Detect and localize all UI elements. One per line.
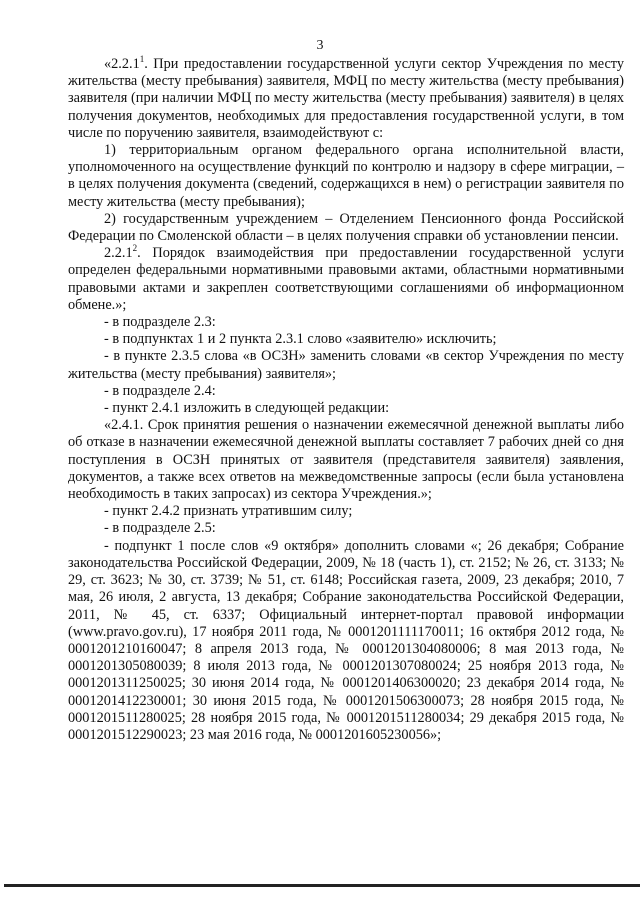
page-number: 3 [316, 38, 324, 53]
document-body [68, 56, 624, 744]
paragraph-2-2-1-2: 2.2.1$^2$. Порядок взаимодействия при предоставлении государственной услуги определен федеральными нормативными правовыми актами, областными нормативными правовыми актами и закреплен соответствующими соглашениями об информационном обмене.»; [68, 243, 624, 313]
paragraph-2-2-1-1: «2.2.1$^1$. При предоставлении государственной услуги сектор Учреждения по месту жительства (месту пребывания) заявителя, МФЦ по месту жительства (месту пребывания) заявителя (при наличии МФЦ по месту жительства (месту пребывания) заявителя) в целях получения документов, необходимых для предоставления государственной услуги, в том числе по поручению заявителя, взаимодействуют с: [68, 54, 624, 141]
paragraph-2-4-1-text: «2.4.1. Срок принятия решения о назначении ежемесячной денежной выплаты либо об отказе в назначении ежемесячной денежной выплаты составляет 7 рабочих дней со дня поступления в ОСЗН принятых от заявителя (представителя заявителя) заявления, документов, а также всех ответов на межведомственные запросы (если была установлена необходимость в таких запросах) из сектора Учреждения.»; [68, 417, 624, 503]
paragraph-item-1: 1) территориальным органом федерального органа исполнительной власти, уполномоченного на осуществление функций по контролю и надзору в сфере миграции, – в целях получения документа (сведений, содержащихся в нем) о регистрации заявителя по месту жительства (месту пребывания); [68, 142, 624, 210]
paragraph-item-2: 2) государственным учреждением – Отделением Пенсионного фонда Российской Федерации по Смоленской области – в целях получения справки об установлении пенсии. [68, 210, 624, 245]
bottom-divider [4, 884, 640, 887]
paragraph-2-3-5-change: - в пункте 2.3.5 слова «в ОСЗН» заменить словами «в сектор Учреждения по месту жительства (месту пребывания) заявителя»; [68, 348, 624, 382]
paragraph-subsection-2-5: - в подразделе 2.5: [104, 520, 216, 537]
paragraph-subsection-2-3: - в подразделе 2.3: [104, 314, 216, 331]
paragraph-2-4-1-intro: - пункт 2.4.1 изложить в следующей редакции: [104, 400, 390, 417]
paragraph-subsection-2-4: - в подразделе 2.4: [104, 382, 216, 399]
paragraph-subpoint-1-addition: - подпункт 1 после слов «9 октября» дополнить словами «; 26 декабря; Собрание законодательства Российской Федерации, 2009, № 18 (часть 1), ст. 2152; № 26, ст. 3133; № 29, ст. 3623; № 30, ст. 3739; № 51, ст. 6148; Российская газета, 2009, 23 декабря; 2010, 7 мая, 26 июля, 2 августа, 13 декабря; Собрание законодательства Российской Федерации, 2011, № 45, ст. 6337; Официальный интернет-портал правовой информации (www.pravo.gov.ru), 17 ноября 2011 года, № 0001201111170011; 16 октября 2012 года, № 0001201210160047; 8 апреля 2013 года, № 0001201304080006; 8 мая 2013 года, № 0001201305080039; 8 июля 2013 года, № 0001201307080024; 25 ноября 2013 года, № 0001201311250025; 30 июня 2014 года, № 0001201406300020; 23 декабря 2014 года, № 0001201412230001; 30 июня 2015 года, № 0001201506300073; 28 ноября 2015 года, № 0001201511280025; 28 ноября 2015 года, № 0001201511280034; 29 декабря 2015 года, № 0001201512290023; 23 мая 2016 года, № 0001201605230056»; [68, 537, 624, 743]
paragraph-2-4-2-repeal: - пункт 2.4.2 признать утратившим силу; [104, 503, 353, 520]
paragraph-2-3-1-change: - в подпунктах 1 и 2 пункта 2.3.1 слово «заявителю» исключить; [104, 331, 497, 348]
